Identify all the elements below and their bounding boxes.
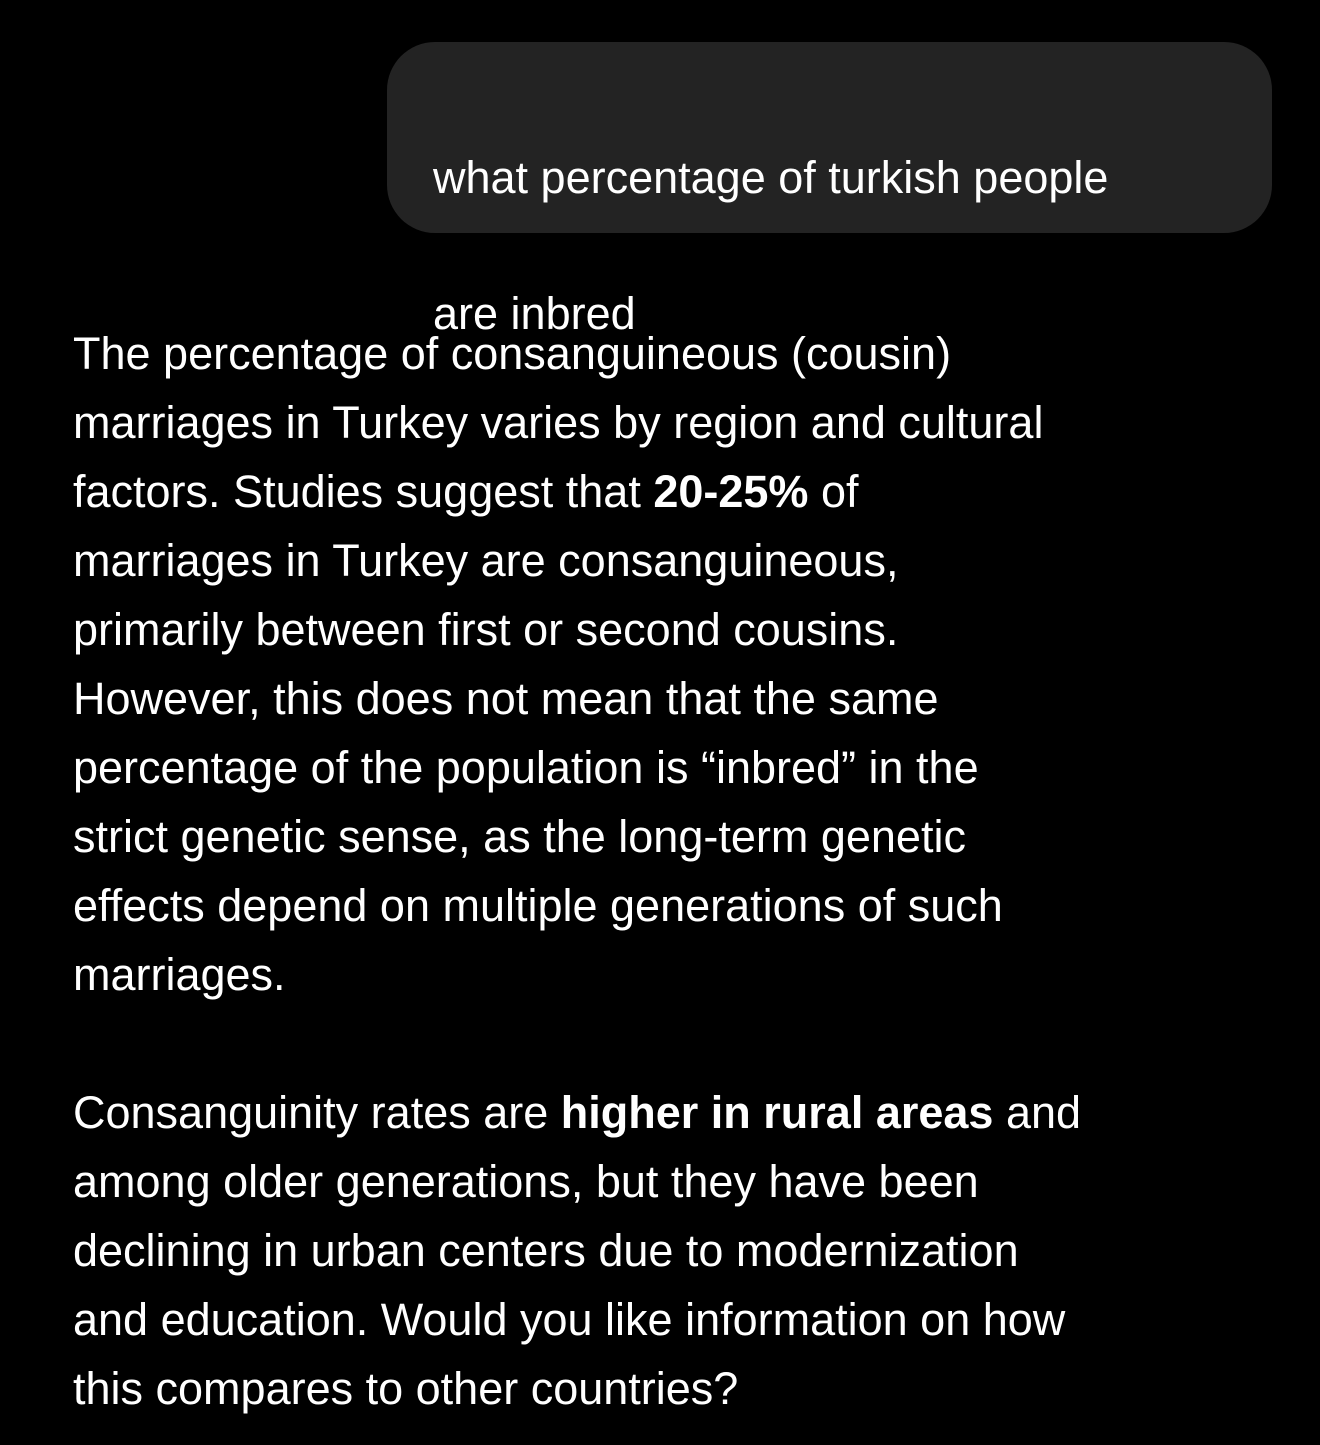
assistant-text-segment: factors. Studies suggest that (73, 466, 654, 517)
assistant-line: among older generations, but they have been (73, 1156, 979, 1207)
assistant-line: primarily between first or second cousins. (73, 604, 899, 655)
assistant-line: marriages in Turkey varies by region and cultural (73, 397, 1044, 448)
assistant-line: this compares to other countries? (73, 1363, 739, 1414)
assistant-text-segment: and (993, 1087, 1082, 1138)
assistant-message (73, 319, 1273, 1423)
assistant-line: strict genetic sense, as the long-term genetic (73, 811, 966, 862)
assistant-line: marriages. (73, 949, 286, 1000)
assistant-line: declining in urban centers due to modernization (73, 1225, 1019, 1276)
assistant-line: and education. Would you like information on how (73, 1294, 1066, 1345)
assistant-paragraph-1 (73, 319, 1273, 1009)
bold-phrase: higher in rural areas (560, 1087, 994, 1138)
bold-percentage: 20-25% (653, 466, 809, 517)
user-message-line: are inbred (433, 288, 636, 339)
assistant-line: effects depend on multiple generations of such (73, 880, 1003, 931)
assistant-line (73, 457, 1273, 526)
user-message-bubble (387, 42, 1272, 339)
assistant-text-segment: Consanguinity rates are (73, 1087, 561, 1138)
assistant-paragraph-2 (73, 1078, 1273, 1423)
assistant-line (73, 1078, 1273, 1147)
user-message-line: what percentage of turkish people (433, 152, 1109, 203)
assistant-line: marriages in Turkey are consanguineous, (73, 535, 899, 586)
assistant-line: percentage of the population is “inbred” in the (73, 742, 979, 793)
assistant-text-segment: of (808, 466, 859, 517)
assistant-line: However, this does not mean that the same (73, 673, 939, 724)
assistant-line: The percentage of consanguineous (cousin) (73, 328, 952, 379)
